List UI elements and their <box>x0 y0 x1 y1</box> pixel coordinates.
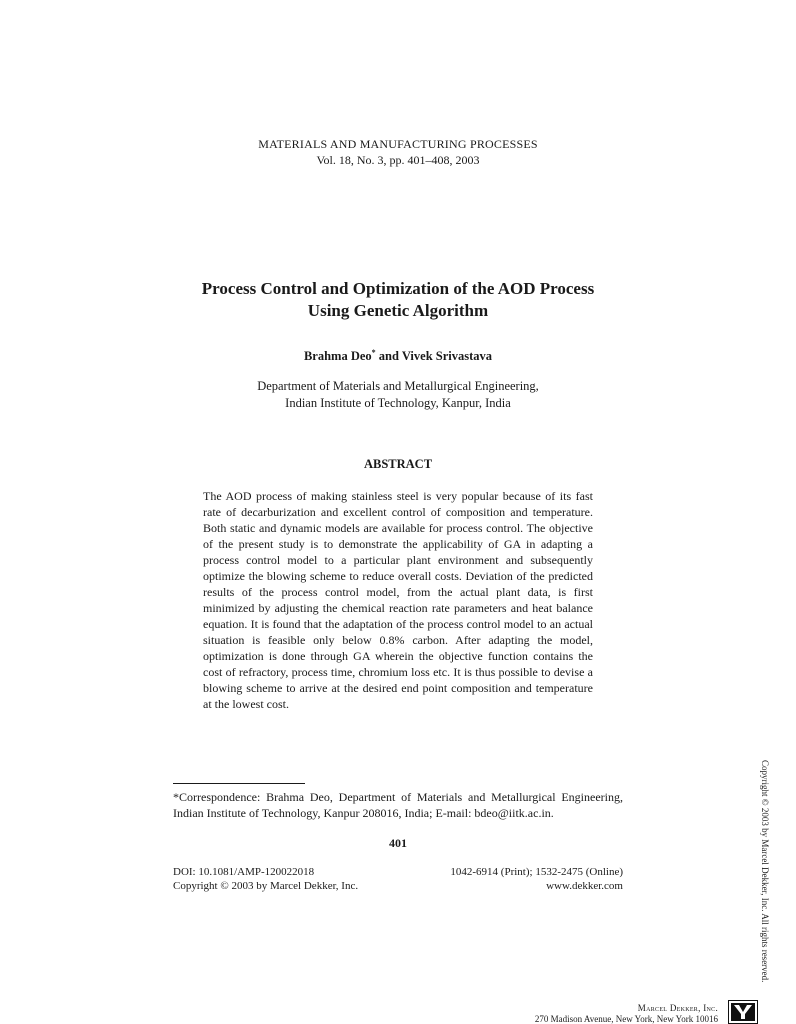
paper-title-line-1: Process Control and Optimization of the AOD Process <box>201 279 595 298</box>
correspondence-footnote: *Correspondence: Brahma Deo, Department of Materials and Metallurgical Engineering, Indian Institute of Technology, Kanpur 208016, India; E-mail: bdeo@iitk.ac.in. <box>173 790 623 820</box>
author-1: Brahma Deo <box>303 349 372 364</box>
paper-title-line-2: Using Genetic Algorithm <box>307 301 489 320</box>
publisher-website: www.dekker.com <box>546 880 623 892</box>
correspondence-mark: * <box>371 348 376 357</box>
volume-info: Vol. 18, No. 3, pp. 401–408, 2003 <box>316 153 480 167</box>
side-copyright: Copyright © 2003 by Marcel Dekker, Inc. All rights reserved. <box>760 760 770 983</box>
authors <box>0 348 796 364</box>
publisher-name: Marcel Dekker, Inc. <box>637 1003 718 1013</box>
author-2: Vivek Srivastava <box>401 349 493 364</box>
abstract-heading: ABSTRACT <box>363 457 433 471</box>
affiliation <box>0 378 796 411</box>
issn: 1042-6914 (Print); 1532-2475 (Online) <box>450 866 623 878</box>
journal-name: MATERIALS AND MANUFACTURING PROCESSES <box>258 137 538 151</box>
affiliation-line-2: Indian Institute of Technology, Kanpur, India <box>285 395 511 410</box>
doi: DOI: 10.1081/AMP-120022018 <box>173 866 315 878</box>
affiliation-line-1: Department of Materials and Metallurgical Engineering, <box>257 379 539 393</box>
publisher-logo-icon <box>728 1000 758 1024</box>
footnote-divider <box>173 783 305 784</box>
copyright-notice: Copyright © 2003 by Marcel Dekker, Inc. <box>173 880 359 892</box>
paper-title <box>0 278 796 322</box>
page-number: 401 <box>389 836 407 850</box>
publisher-address: 270 Madison Avenue, New York, New York 10016 <box>534 1014 718 1024</box>
author-connector: and <box>375 349 402 364</box>
abstract-text: The AOD process of making stainless steel is very popular because of its fast rate of decarburization and excellent control of composition and temperature. Both static and dynamic models are available for process control. The objective of the present study is to demonstrate the applicability of GA in adapting a process control model to a particular plant environment and subsequently optimize the blowing scheme to reduce overall costs. Deviation of the predicted results of the process control model, from the actual plant data, is first minimized by adjusting the chemical reaction rate parameters and heat balance equation. It is found that the adaptation of the process control model to an actual situation is feasible only below 0.8% carbon. After adapting the model, optimization is done through GA wherein the objective function contains the cost of refractory, process time, chromium loss etc. It is thus possible to devise a blowing scheme to arrive at the desired end point composition and temperature at the lowest cost. <box>203 489 593 711</box>
